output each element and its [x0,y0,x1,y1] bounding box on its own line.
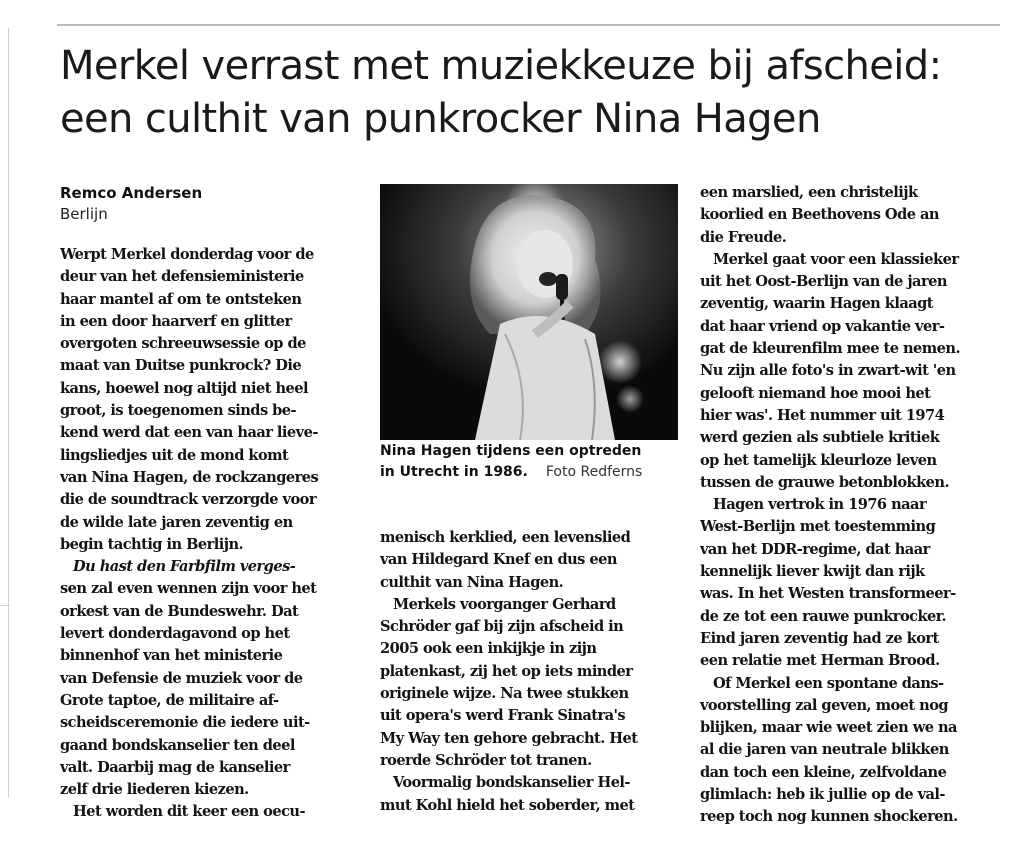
text-line: binnenhof van het ministerie [60,647,283,665]
headline-line-1: Merkel verrast met muziekkeuze bij afscheid: [60,43,942,89]
text-line: zelf drie liederen kiezen. [60,781,249,799]
top-rule [57,24,1000,26]
text-line: van Defensie de muziek voor de [60,669,303,687]
text-line: hier was'. Het nummer uit 1974 [700,406,945,424]
text-line: orkest van de Bundeswehr. Dat [60,602,299,620]
text-line: culthit van Nina Hagen. [380,573,564,591]
text-line: mut Kohl hield het soberder, met [380,796,635,814]
text-line: dat haar vriend op vakantie ver- [700,317,945,335]
text-line: kennelijk liever kwijt dan rijk [700,563,925,581]
article-column-2 [380,527,698,817]
text-line: Schröder gaf bij zijn afscheid in [380,618,624,636]
text-line: zeventig, waarin Hagen klaagt [700,295,933,313]
text-line: werd gezien als subtiele kritiek [700,429,940,447]
left-margin-tick [0,605,10,606]
article-column-1 [60,244,378,824]
text-line: My Way ten gehore gebracht. Het [380,729,638,747]
text-line: lingsliedjes uit de mond komt [60,446,289,464]
text-line: al die jaren van neutrale blikken [700,741,949,759]
text-line: menisch kerklied, een levenslied [380,529,631,546]
photo-credit: Foto Redferns [545,464,643,480]
text-line: Grote taptoe, de militaire af- [60,691,279,709]
caption-line-2-text: in Utrecht in 1986. [380,464,528,480]
text-line: de wilde late jaren zeventig en [60,513,293,531]
text-line: reep toch nog kunnen shockeren. [700,808,958,826]
headline [60,40,1010,146]
text-line: de ze tot een rauwe punkrocker. [700,607,947,625]
text-line: uit het Oost-Berlijn van de jaren [700,273,947,291]
text-line: Voormalig bondskanselier Hel- [393,774,630,792]
text-line: tussen de grauwe betonblokken. [700,473,949,491]
text-line: in een door haarverf en glitter [60,312,292,330]
caption-line-1: Nina Hagen tijdens een optreden [380,443,642,459]
text-line: platenkast, zij het op iets minder [380,662,633,680]
text-line: Eind jaren zeventig had ze kort [700,629,939,647]
left-column-rule [8,28,9,798]
text-line: Of Merkel een spontane dans- [713,674,944,692]
text-line: haar mantel af om te ontsteken [60,290,302,308]
text-line: Merkels voorganger Gerhard [393,595,616,613]
text-line: van het DDR-regime, dat haar [700,540,930,558]
text-line: dan toch een kleine, zelfvoldane [700,763,947,781]
text-line: roerde Schröder tot tranen. [380,751,592,769]
text-line: was. In het Westen transformeer- [700,585,956,603]
text-line: gelooft niemand hoe mooi het [700,384,931,402]
text-line: West-Berlijn met toestemming [700,518,936,536]
text-line: gat de kleurenfilm mee te nemen. [700,340,960,358]
text-line: Merkel gaat voor een klassieker [713,250,959,268]
text-line: scheidsceremonie die iedere uit- [60,714,310,732]
text-line: kans, hoewel nog altijd niet heel [60,379,308,397]
text-line: uit opera's werd Frank Sinatra's [380,707,626,725]
text-line: van Nina Hagen, de rockzangeres [60,468,319,486]
text-line: valt. Daarbij mag de kanselier [60,758,290,776]
text-line: een marslied, een christelijk [700,184,918,201]
text-line: Het worden dit keer een oecu- [73,803,305,821]
photo-caption [380,441,642,483]
text-line: overgoten schreeuwsessie op de [60,335,306,353]
text-line: een relatie met Herman Brood. [700,652,940,670]
text-line: levert donderdagavond op het [60,625,290,643]
text-line: koorlied en Beethovens Ode an [700,206,939,224]
text-line: Werpt Merkel donderdag voor de [60,246,314,263]
text-line: Du hast den Farbfilm verges- [73,558,296,576]
text-line: glimlach: heb ik jullie op de val- [700,786,945,804]
text-line: deur van het defensieministerie [60,268,304,286]
article-column-3 [700,182,1018,829]
text-line: originele wijze. Na twee stukken [380,685,629,703]
text-line: die de soundtrack verzorgde voor [60,491,316,509]
headline-line-2: een culthit van punkrocker Nina Hagen [60,96,821,142]
byline-author: Remco Andersen [60,184,203,202]
byline-location: Berlijn [60,205,108,223]
text-line: gaand bondskanselier ten deel [60,736,295,754]
text-line: begin tachtig in Berlijn. [60,535,244,553]
text-line: die Freude. [700,228,787,246]
photo-image [380,184,678,440]
text-line: 2005 ook een inkijkje in zijn [380,640,597,658]
text-line: Hagen vertrok in 1976 naar [713,496,927,514]
text-line: voorstelling zal geven, moet nog [700,696,949,714]
text-line: kend werd dat een van haar lieve- [60,424,318,442]
text-line: van Hildegard Knef en dus een [380,551,617,569]
text-line: maat van Duitse punkrock? Die [60,357,302,375]
text-line: sen zal even wennen zijn voor het [60,580,317,598]
text-line: Nu zijn alle foto's in zwart-wit 'en [700,362,956,380]
byline [60,183,202,225]
text-line: groot, is toegenomen sinds be- [60,402,297,420]
text-line: op het tamelijk kleurloze leven [700,451,937,469]
photo-nina-hagen [380,184,678,440]
text-line: blijken, maar wie weet zien we na [700,719,957,737]
caption-line-2 [380,462,642,483]
